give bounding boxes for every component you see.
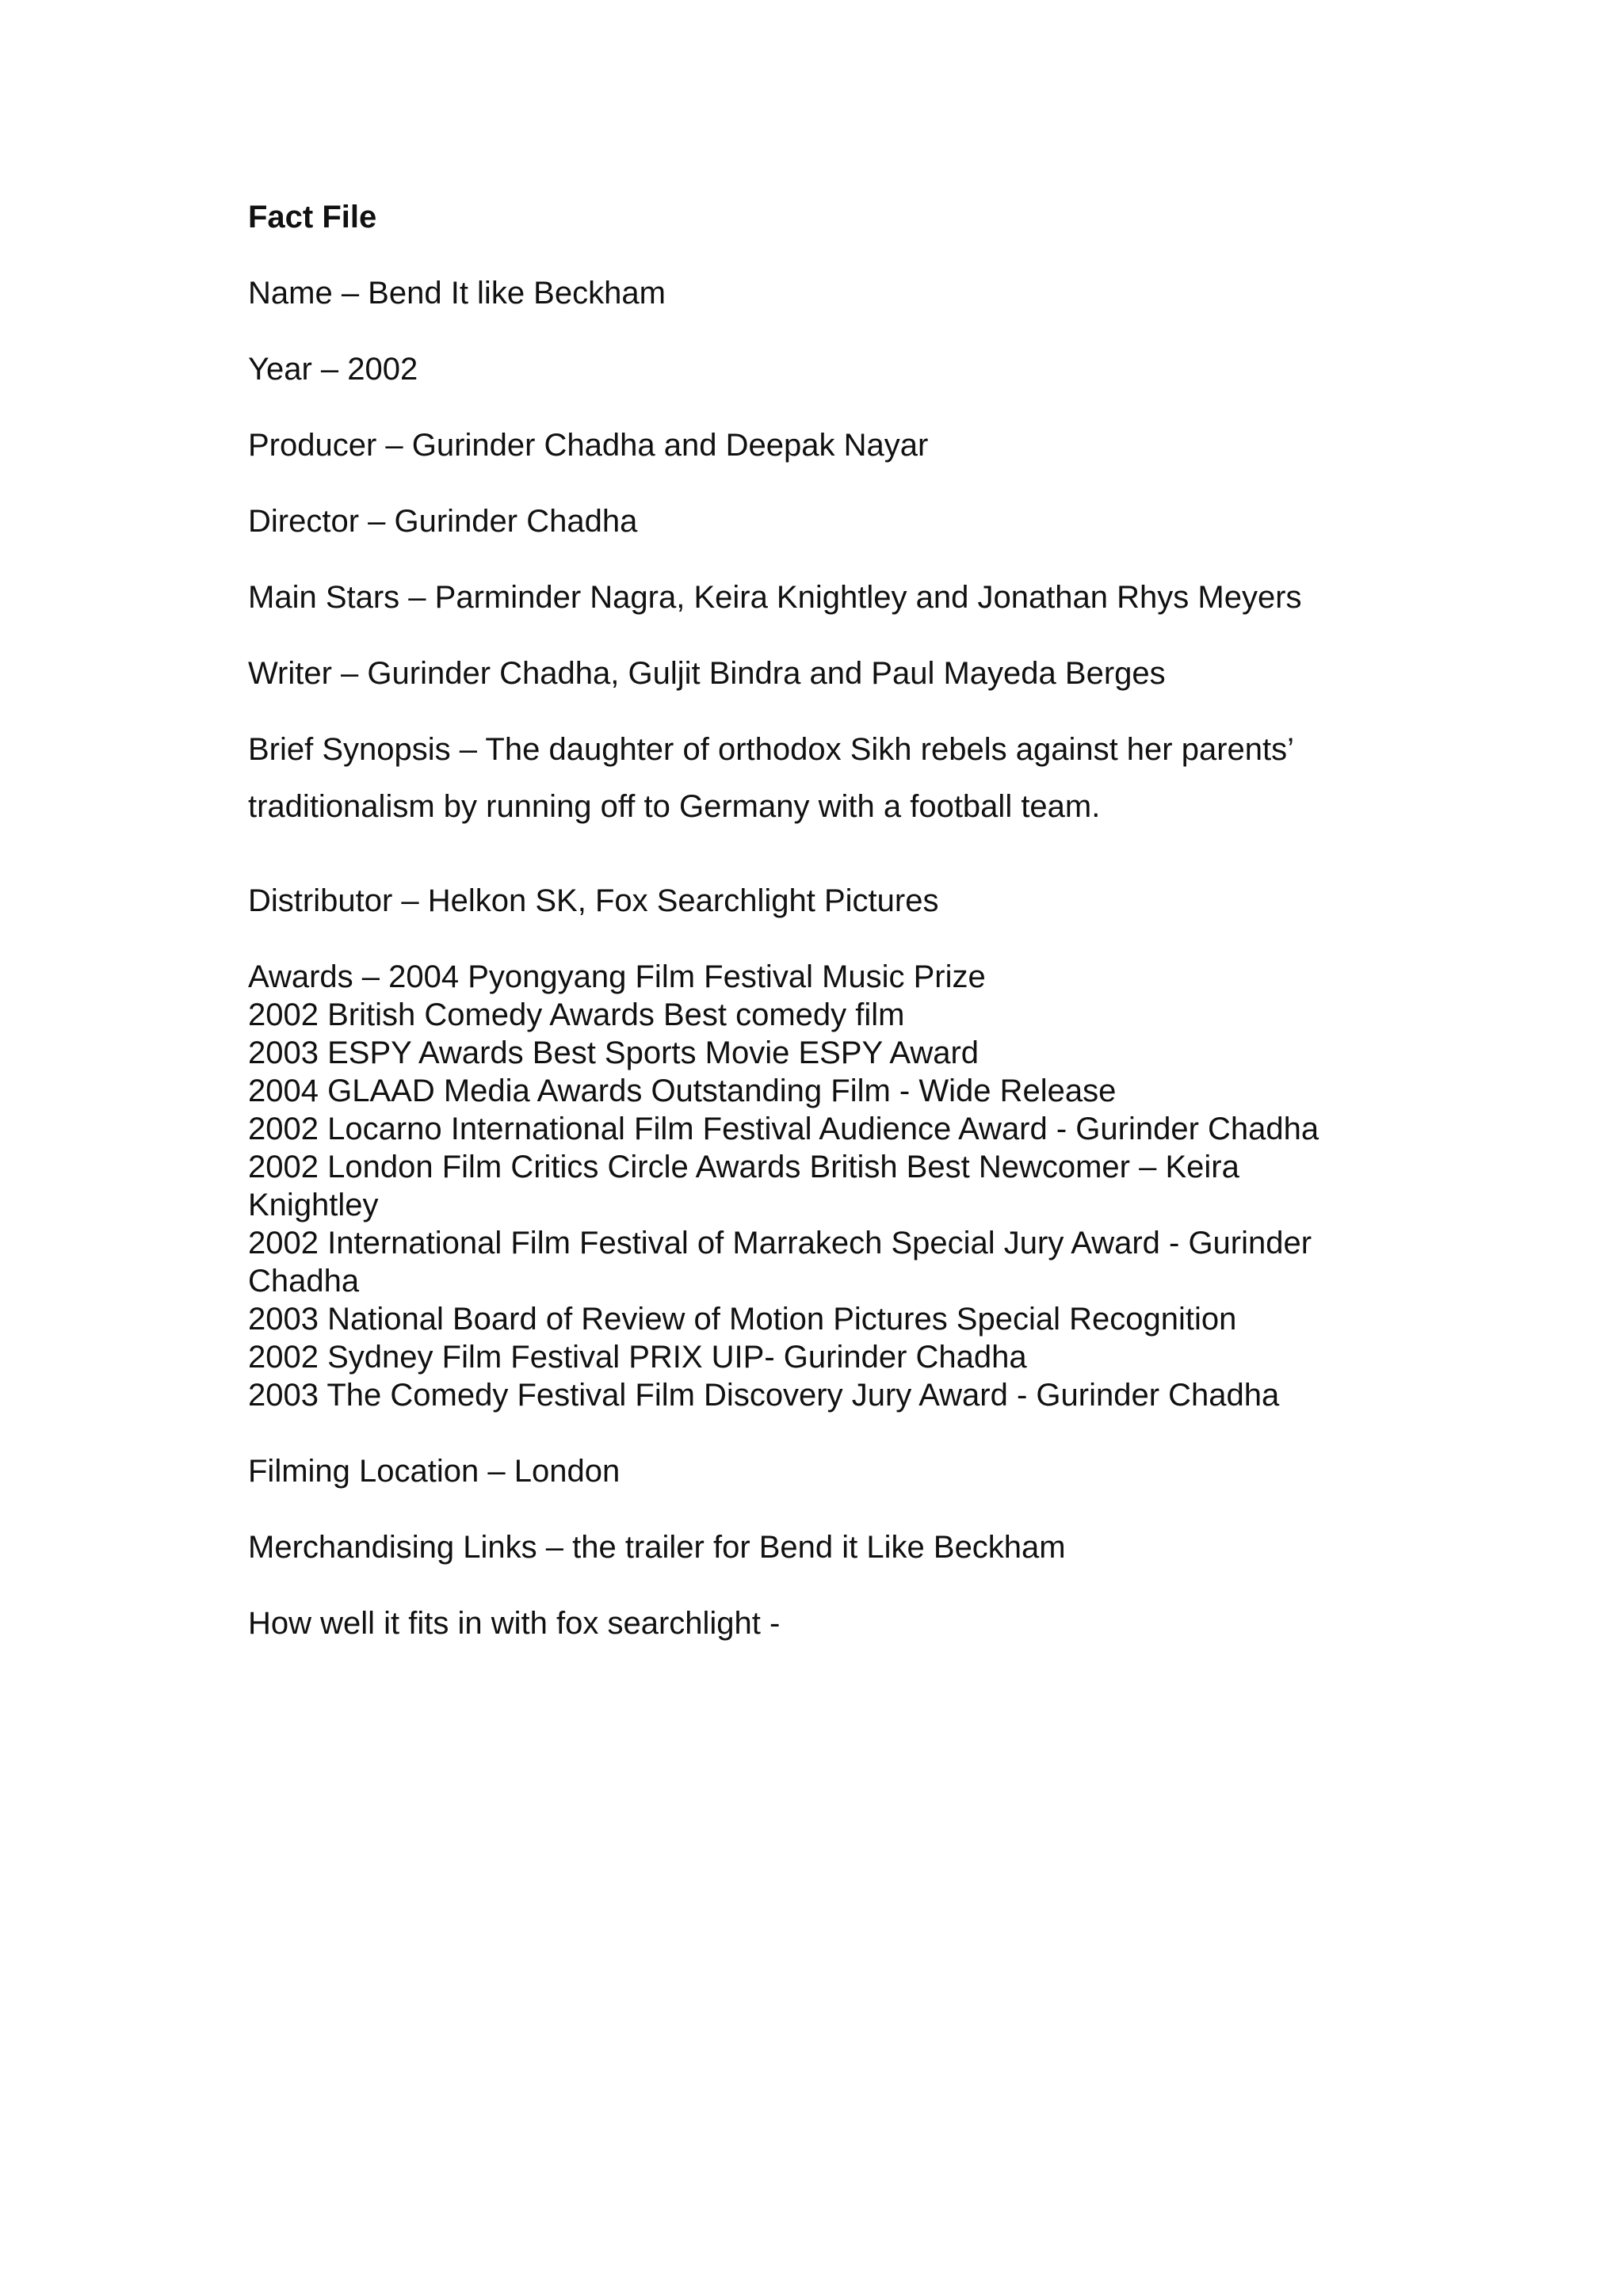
distributor-field: Distributor – Helkon SK, Fox Searchlight Pictures [248,883,939,918]
awards-line: 2003 ESPY Awards Best Sports Movie ESPY Award [248,1035,980,1070]
main-stars-field: Main Stars – Parminder Nagra, Keira Knightley and Jonathan Rhys Meyers [248,580,1302,615]
director-field: Director – Gurinder Chadha [248,504,638,539]
awards-line: 2002 Locarno International Film Festival Audience Award - Gurinder Chadha [248,1112,1319,1146]
awards-line: 2003 The Comedy Festival Film Discovery Jury Award - Gurinder Chadha [248,1378,1280,1413]
fact-file-heading: Fact File [248,200,377,235]
producer-field: Producer – Gurinder Chadha and Deepak Nayar [248,428,929,463]
name-field: Name – Bend It like Beckham [248,276,666,311]
awards-line: Knightley [248,1188,379,1222]
awards-line: 2003 National Board of Review of Motion Pictures Special Recognition [248,1302,1237,1337]
awards-line: 2004 GLAAD Media Awards Outstanding Film - Wide Release [248,1074,1117,1108]
awards-line: Chadha [248,1264,360,1299]
synopsis-line-2: traditionalism by running off to Germany with a football team. [248,789,1101,824]
writer-field: Writer – Gurinder Chadha, Guljit Bindra and Paul Mayeda Berges [248,656,1166,691]
awards-line: 2002 London Film Critics Circle Awards British Best Newcomer – Keira [248,1150,1239,1184]
fit-field: How well it fits in with fox searchlight - [248,1606,781,1641]
awards-line: 2002 International Film Festival of Marrakech Special Jury Award - Gurinder [248,1226,1312,1261]
awards-line: 2002 Sydney Film Festival PRIX UIP- Gurinder Chadha [248,1340,1027,1375]
merchandising-field: Merchandising Links – the trailer for Bend it Like Beckham [248,1530,1066,1565]
year-field: Year – 2002 [248,352,418,387]
awards-line: Awards – 2004 Pyongyang Film Festival Music Prize [248,959,986,994]
awards-line: 2002 British Comedy Awards Best comedy film [248,997,905,1032]
filming-location-field: Filming Location – London [248,1454,621,1489]
synopsis-line-1: Brief Synopsis – The daughter of orthodox Sikh rebels against her parents’ [248,732,1295,767]
